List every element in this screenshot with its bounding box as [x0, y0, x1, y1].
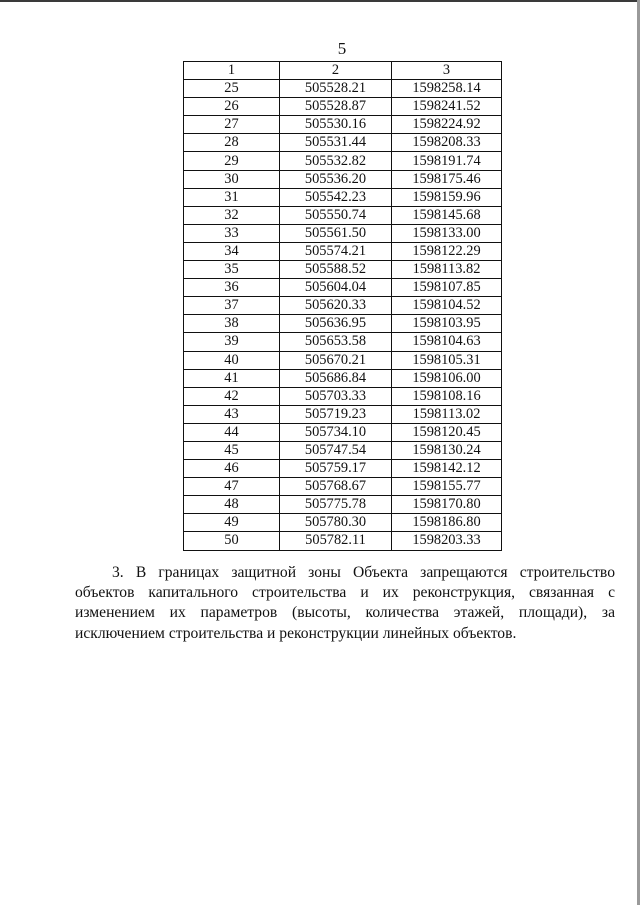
point-number-cell: 27 [184, 116, 280, 134]
x-coordinate-cell: 505620.33 [280, 297, 392, 315]
x-coordinate-cell: 505734.10 [280, 423, 392, 441]
table-row [184, 80, 502, 98]
y-coordinate-cell: 1598208.33 [392, 134, 502, 152]
x-coordinate-cell: 505550.74 [280, 206, 392, 224]
table-row [184, 532, 502, 550]
y-coordinate-cell: 1598175.46 [392, 170, 502, 188]
table-row [184, 261, 502, 279]
table-row [184, 188, 502, 206]
y-coordinate-cell: 1598113.82 [392, 261, 502, 279]
table-row [184, 315, 502, 333]
table-row [184, 134, 502, 152]
y-coordinate-cell: 1598105.31 [392, 351, 502, 369]
point-number-cell: 50 [184, 532, 280, 550]
x-coordinate-cell: 505574.21 [280, 242, 392, 260]
table-row [184, 224, 502, 242]
x-coordinate-cell: 505747.54 [280, 441, 392, 459]
point-number-cell: 34 [184, 242, 280, 260]
y-coordinate-cell: 1598241.52 [392, 98, 502, 116]
y-coordinate-cell: 1598224.92 [392, 116, 502, 134]
x-coordinate-cell: 505542.23 [280, 188, 392, 206]
table-row [184, 478, 502, 496]
x-coordinate-cell: 505775.78 [280, 496, 392, 514]
table-row [184, 98, 502, 116]
table-row [184, 441, 502, 459]
point-number-cell: 48 [184, 496, 280, 514]
x-coordinate-cell: 505719.23 [280, 405, 392, 423]
table-row [184, 496, 502, 514]
x-coordinate-cell: 505561.50 [280, 224, 392, 242]
table-row [184, 405, 502, 423]
y-coordinate-cell: 1598258.14 [392, 80, 502, 98]
y-coordinate-cell: 1598113.02 [392, 405, 502, 423]
x-coordinate-cell: 505768.67 [280, 478, 392, 496]
x-coordinate-cell: 505670.21 [280, 351, 392, 369]
coordinates-table [183, 61, 502, 551]
table-row [184, 423, 502, 441]
column-header-x-coordinate: 2 [280, 62, 392, 80]
y-coordinate-cell: 1598130.24 [392, 441, 502, 459]
point-number-cell: 46 [184, 460, 280, 478]
point-number-cell: 36 [184, 279, 280, 297]
y-coordinate-cell: 1598106.00 [392, 369, 502, 387]
x-coordinate-cell: 505588.52 [280, 261, 392, 279]
scan-top-edge [0, 0, 640, 2]
point-number-cell: 49 [184, 514, 280, 532]
point-number-cell: 38 [184, 315, 280, 333]
x-coordinate-cell: 505653.58 [280, 333, 392, 351]
table-row [184, 514, 502, 532]
point-number-cell: 30 [184, 170, 280, 188]
column-header-y-coordinate: 3 [392, 62, 502, 80]
y-coordinate-cell: 1598120.45 [392, 423, 502, 441]
x-coordinate-cell: 505531.44 [280, 134, 392, 152]
table-row [184, 152, 502, 170]
x-coordinate-cell: 505703.33 [280, 387, 392, 405]
table-row [184, 242, 502, 260]
y-coordinate-cell: 1598191.74 [392, 152, 502, 170]
point-number-cell: 47 [184, 478, 280, 496]
table-row [184, 387, 502, 405]
x-coordinate-cell: 505686.84 [280, 369, 392, 387]
point-number-cell: 33 [184, 224, 280, 242]
y-coordinate-cell: 1598122.29 [392, 242, 502, 260]
table-row [184, 279, 502, 297]
point-number-cell: 25 [184, 80, 280, 98]
page-number: 5 [337, 39, 347, 58]
point-number-cell: 35 [184, 261, 280, 279]
y-coordinate-cell: 1598107.85 [392, 279, 502, 297]
y-coordinate-cell: 1598133.00 [392, 224, 502, 242]
point-number-cell: 44 [184, 423, 280, 441]
table-body [184, 80, 502, 550]
table-row [184, 460, 502, 478]
point-number-cell: 42 [184, 387, 280, 405]
table-row [184, 206, 502, 224]
x-coordinate-cell: 505759.17 [280, 460, 392, 478]
y-coordinate-cell: 1598104.63 [392, 333, 502, 351]
point-number-cell: 37 [184, 297, 280, 315]
table-row [184, 333, 502, 351]
point-number-cell: 45 [184, 441, 280, 459]
y-coordinate-cell: 1598108.16 [392, 387, 502, 405]
restriction-paragraph: 3. В границах защитной зоны Объекта запрещаются строительство объектов капитального строительства и их реконструкция, связанная с изменением их параметров (высоты, количества этажей, площади), за исключением строительства и реконструкции линейных объектов. [75, 564, 615, 642]
x-coordinate-cell: 505532.82 [280, 152, 392, 170]
point-number-cell: 29 [184, 152, 280, 170]
table-row [184, 297, 502, 315]
table-row [184, 369, 502, 387]
x-coordinate-cell: 505636.95 [280, 315, 392, 333]
column-header-point-number: 1 [184, 62, 280, 80]
point-number-cell: 40 [184, 351, 280, 369]
point-number-cell: 32 [184, 206, 280, 224]
point-number-cell: 26 [184, 98, 280, 116]
y-coordinate-cell: 1598155.77 [392, 478, 502, 496]
table-row [184, 170, 502, 188]
y-coordinate-cell: 1598186.80 [392, 514, 502, 532]
point-number-cell: 41 [184, 369, 280, 387]
table-row [184, 351, 502, 369]
x-coordinate-cell: 505530.16 [280, 116, 392, 134]
y-coordinate-cell: 1598145.68 [392, 206, 502, 224]
table-row [184, 116, 502, 134]
x-coordinate-cell: 505528.87 [280, 98, 392, 116]
point-number-cell: 28 [184, 134, 280, 152]
x-coordinate-cell: 505782.11 [280, 532, 392, 550]
y-coordinate-cell: 1598159.96 [392, 188, 502, 206]
point-number-cell: 43 [184, 405, 280, 423]
point-number-cell: 39 [184, 333, 280, 351]
y-coordinate-cell: 1598104.52 [392, 297, 502, 315]
table-header-row [184, 62, 502, 80]
x-coordinate-cell: 505536.20 [280, 170, 392, 188]
y-coordinate-cell: 1598170.80 [392, 496, 502, 514]
x-coordinate-cell: 505604.04 [280, 279, 392, 297]
x-coordinate-cell: 505528.21 [280, 80, 392, 98]
y-coordinate-cell: 1598103.95 [392, 315, 502, 333]
point-number-cell: 31 [184, 188, 280, 206]
x-coordinate-cell: 505780.30 [280, 514, 392, 532]
y-coordinate-cell: 1598142.12 [392, 460, 502, 478]
y-coordinate-cell: 1598203.33 [392, 532, 502, 550]
